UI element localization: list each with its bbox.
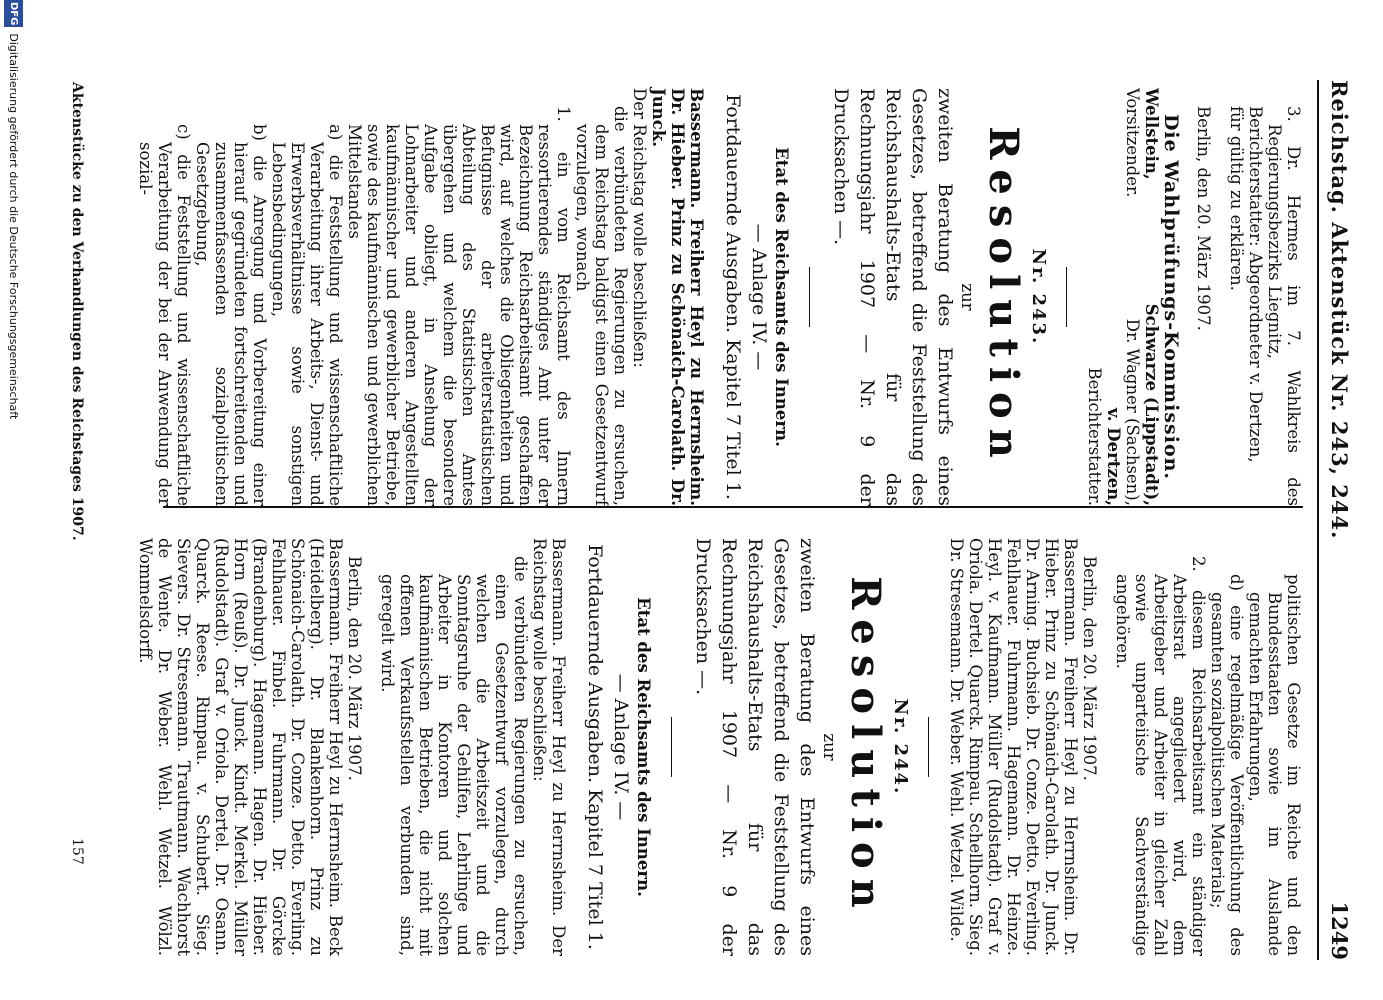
date-place-3: Berlin, den 20. März 1907. <box>345 556 364 781</box>
header-title: Reichstag. Aktenstück Nr. 243, 244. <box>1327 80 1352 540</box>
anlage-243: — Anlage IV. — <box>748 223 770 371</box>
body-244: die verbündeten Regierungen zu ersuchen, einen Gesetzentwurf vorzulegen, durch welchen die Arbeitszeit und die Sonntagsruhe der Gehilfen, Lehrlinge und Arbeiter in Kontoren und solchen kaufmännischen Betrieben, die nicht mit offenen Verkaufsstellen verbunden sind, geregelt wird. <box>378 556 530 956</box>
date-place-1: Berlin, den 20. März 1907. <box>1194 106 1213 331</box>
sig-member-2: Dr. Wagner (Sachsen), <box>1123 318 1142 506</box>
digitization-note <box>4 0 23 419</box>
resolution-heading-244: Resolution <box>842 576 889 918</box>
point-c-continued: politischen Gesetze im Reiche und den Bundesstaaten sowie im Auslande gemachten Erfahrungen, <box>1246 574 1303 956</box>
page-header <box>1317 80 1353 960</box>
doc-number-244: Nr. 244. <box>890 698 911 796</box>
sig-member-3: v. Dertzen, <box>1104 407 1123 506</box>
divider <box>1066 267 1067 327</box>
signature-block <box>1085 88 1161 506</box>
etat-heading-243: Etat des Reichsamts des Innern. <box>772 147 791 447</box>
date-place-2: Berlin, den 20. März 1907. <box>1080 556 1099 781</box>
point-d: d) eine regelmäßige Veröffentlichung des gesamten sozialpolitischen Materials; <box>1208 574 1246 956</box>
divider <box>809 267 810 327</box>
valid-declaration: für gültig zu erklären. <box>1227 106 1246 291</box>
sig-member-4: Berichterstatter. <box>1085 367 1104 506</box>
divider <box>671 717 672 777</box>
item3-reporter: Berichterstatter: Abgeordneter v. Dertzen, <box>1246 106 1265 463</box>
resolution-body-243: zweiten Beratung des Entwurfs eines Gesetzes, betreffend die Feststellung des Reichshaushalts-Etats für das Rechnungsjahr 1907 — Nr. 9 der Drucksachen —. <box>830 88 956 506</box>
intro-243: die verbündeten Regierungen zu ersuchen, dem Reichstag baldigst einen Gesetzentwurf vorzulegen, wonach <box>573 106 630 506</box>
header-page-number: 1249 <box>1327 901 1352 960</box>
movers-244: Bassermann. Freiherr Heyl zu Herrnsheim. Der Reichstag wolle beschließen: <box>530 538 568 956</box>
anlage-244: — Anlage IV. — <box>610 673 632 821</box>
doc-number-243: Nr. 243. <box>1028 248 1049 346</box>
zur-243: zur <box>958 283 977 311</box>
point-a: a) die Feststellung und wissenschaftliche Verarbeitung ihrer Arbeits-, Dienst- und Erwerbsverhältnisse sowie sonstigen Lebensbedingungen, <box>269 124 345 506</box>
signatories-244: Bassermann. Freiherr Heyl zu Herrnsheim. Beck (Heidelberg). Dr. Blankenhorn. Prinz zu Schönaich-Carolath. Dr. Conze. Detto. Everling. Fehlhauer. Finbel. Fuhrmann. Dr. Görcke (Brandenburg). Hagemann. Hagen. Dr. Hieber. Horn (Reuß). Dr. Junck. Kindt. Merkel. Müller (Rudolstadt). Graf v. Oriola. Dertel. Dr. Osann. Quarck. Reese. Rimpau. v. Schubert. Sieg. Sievers. Dr. Stresemann. Trautmann. Wachhorst de Wente. Dr. Weber. Wehl. Wetzel. Wölzl. Wommelsdorff. <box>136 538 345 956</box>
motion-243: Der Reichstag wolle beschließen: <box>630 88 649 368</box>
item3-text: 3. Dr. Hermes im 7. Wahlkreis des Regierungsbezirks Liegnitz, <box>1265 106 1303 506</box>
bottom-page-number: 157 <box>69 838 85 865</box>
commission-title: Die Wahlprüfungs-Kommission. <box>1160 113 1182 481</box>
signatories-243: Bassermann. Freiherr Heyl zu Herrnsheim. Dr. Hieber. Prinz zu Schönaich-Carolath. Dr. Junck. Dr. Arning. Buchsieb. Dr. Conze. Detto. Everling. Fehlhauer. Fuhrmann. Hagemann. Dr. Heinze. Heyl. v. Kaufmann. Müller (Rudolstadt). Graf v. Oriola. Dertel. Quarck. Rimpau. Schellhorn. Sieg. Dr. Stresemann. Dr. Weber. Wehl. Wetzel. Wilde. <box>947 538 1080 956</box>
point-2: 2. diesem Reichsarbeitsamt ein ständiger Arbeitsrat angegliedert wird, dem Arbeitgeber und Arbeiter in gleicher Zahl sowie unparteiische Sachverständige angehören. <box>1113 556 1208 956</box>
page-footer: Aktenstücke zu den Verhandlungen des Reichstages 1907. <box>69 82 85 541</box>
point-1: 1. ein vom Reichsamt des Innern ressortierendes ständiges Amt unter der Bezeichnung Reichsarbeitsamt geschaffen wird, auf welches die Obliegenheiten und Befugnisse der arbeiterstatistischen Abteilung des Statistischen Amtes übergehen und welchem die besondere Aufgabe obliegt, in Ansehung der Lohnarbeiter und anderen Angestellten kaufmännischer und gewerblicher Betriebe, sowie des kaufmännischen und gewerblichen Mittelstandes <box>345 106 573 506</box>
point-c: c) die Feststellung und wissenschaftliche Verarbeitung der bei der Anwendung der sozial- <box>136 124 193 506</box>
column-rule <box>163 506 1303 508</box>
resolution-heading-243: Resolution <box>980 126 1027 468</box>
sig-member-1: Schwarze (Lippstadt), <box>1142 303 1161 506</box>
kapitel-243: Fortdauernde Ausgaben. Kapitel 7 Titel 1. <box>722 94 744 500</box>
sig-chair-name: Wellstein, <box>1142 88 1161 180</box>
right-column <box>136 538 1303 956</box>
sig-chair-role: Vorsitzender. <box>1123 88 1142 198</box>
left-column <box>136 88 1303 506</box>
kapitel-244: Fortdauernde Ausgaben. Kapitel 7 Titel 1. <box>584 544 606 950</box>
dfg-logo-icon: DFG <box>4 0 23 27</box>
divider <box>928 717 929 777</box>
digitization-text: Digitalisierung gefördert durch die Deutsche Forschungsgemeinschaft <box>7 33 20 420</box>
point-b: b) die Anregung und Vorbereitung einer hierauf gegründeten fortschreitenden und zusammenfassenden sozialpolitischen Gesetzgebung, <box>193 124 269 506</box>
zur-244: zur <box>820 733 839 761</box>
etat-heading-244: Etat des Reichsamts des Innern. <box>634 597 653 897</box>
movers-243: Bassermann. Freiherr Heyl zu Herrnsheim. Dr. Hieber. Prinz zu Schönaich-Carolath. Dr. Junck. <box>649 88 706 506</box>
resolution-body-244: zweiten Beratung des Entwurfs eines Gesetzes, betreffend die Feststellung des Reichshaushalts-Etats für das Rechnungsjahr 1907 — Nr. 9 der Drucksachen —. <box>692 538 818 956</box>
